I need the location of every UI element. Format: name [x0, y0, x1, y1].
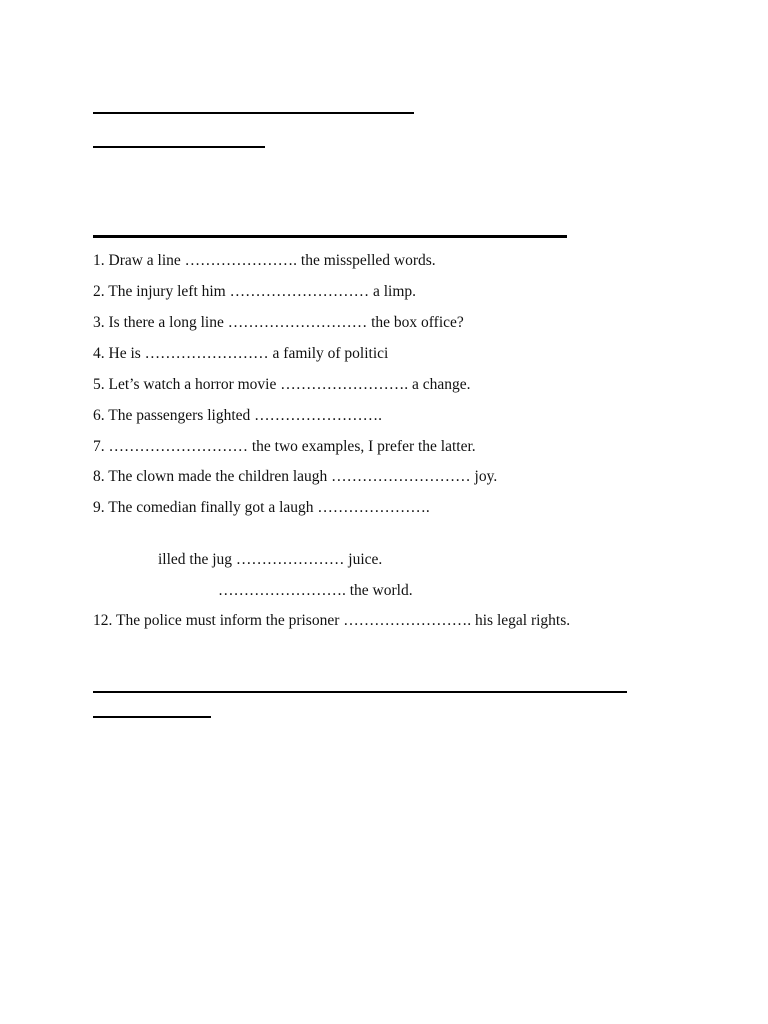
exercise-item-11: ……………………. the world. [218, 582, 413, 599]
exercise-item-1: 1. Draw a line …………………. the misspelled words. [93, 252, 436, 269]
bottom-underline-long [93, 691, 627, 693]
exercise-item-5: 5. Let’s watch a horror movie ……………………. a change. [93, 376, 471, 393]
bottom-underline-short [93, 716, 211, 718]
exercise-item-10: illed the jug ………………… juice. [158, 551, 383, 568]
exercise-item-8: 8. The clown made the children laugh ……………………… joy. [93, 468, 498, 485]
exercise-item-3: 3. Is there a long line ……………………… the box office? [93, 314, 464, 331]
exercise-item-6: 6. The passengers lighted ……………………. [93, 407, 383, 424]
exercise-item-2: 2. The injury left him ……………………… a limp. [93, 283, 417, 300]
exercise-item-4: 4. He is …………………… a family of politici [93, 345, 389, 362]
section-rule [93, 235, 567, 238]
exercise-item-12: 12. The police must inform the prisoner ……………………. his legal rights. [93, 612, 571, 629]
exercise-item-9: 9. The comedian finally got a laugh …………………. [93, 499, 430, 516]
exercise-item-7: 7. ……………………… the two examples, I prefer the latter. [93, 438, 476, 455]
top-underline-long [93, 112, 414, 114]
top-underline-short [93, 146, 265, 148]
